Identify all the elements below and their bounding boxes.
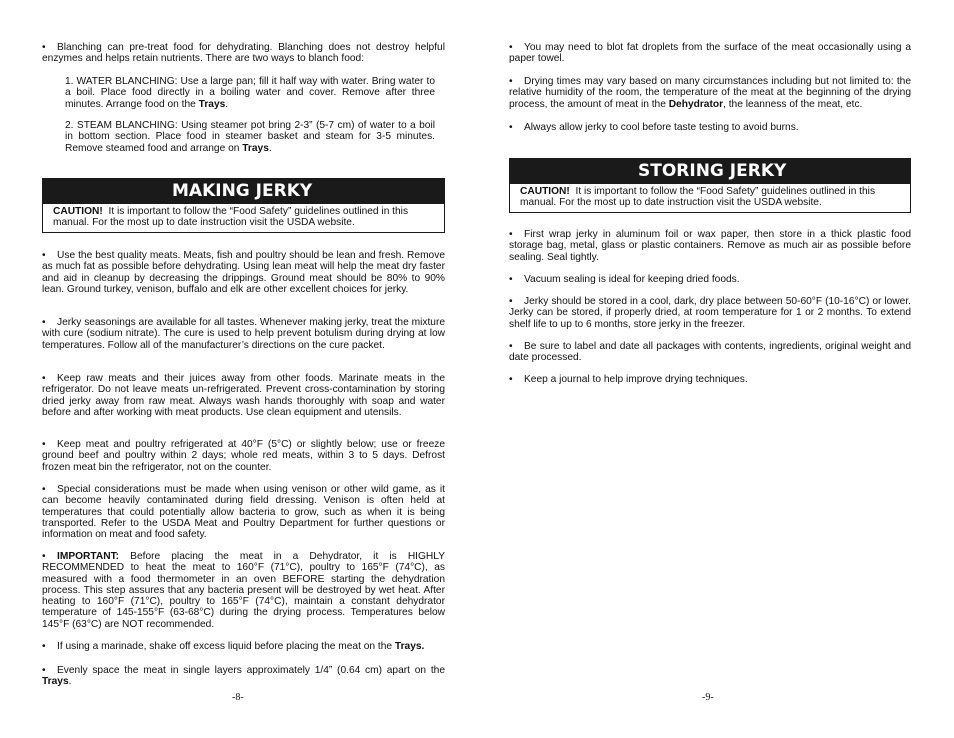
list-item: • Keep a journal to help improve drying techniques. (509, 374, 748, 385)
caution-box: CAUTION! It is important to follow the “Food Safety” guidelines outlined in this manual. For the most up to date instruction visit the USDA website. (42, 204, 445, 233)
left-page (42, 0, 445, 738)
blanching-intro: • Blanching can pre-treat food for dehydrating. Blanching does not destroy helpful enzymes and helps retain nutrients. There are two ways to blanch food: (42, 42, 445, 65)
list-item: • Evenly space the meat in single layers approximately 1/4” (0.64 cm) apart on the Trays. (42, 665, 445, 688)
page-number: -8- (232, 692, 244, 703)
list-item: • Keep meat and poultry refrigerated at 40°F (5°C) or slightly below; use or freeze ground beef and poultry within 2 days; whole red meats, within 3 to 5 days. Defrost frozen meat bin the refrigerator, not on the counter. (42, 439, 445, 473)
section-heading: STORING JERKY (509, 158, 911, 184)
list-item: • Be sure to label and date all packages with contents, ingredients, original weight and date processed. (509, 341, 911, 364)
list-item: • You may need to blot fat droplets from the surface of the meat occasionally using a paper towel. (509, 42, 911, 65)
list-item: • Keep raw meats and their juices away from other foods. Marinate meats in the refrigerator. Do not leave meats un-refrigerated. Prevent cross-contamination by storing dried jerky away from raw meat. Always wash hands thoroughly with soap and water before and after working with meat products. Use clean equipment and utensils. (42, 373, 445, 418)
list-item: • If using a marinade, shake off excess liquid before placing the meat on the Trays. (42, 641, 425, 652)
list-item: • Jerky seasonings are available for all tastes. Whenever making jerky, treat the mixture with cure (sodium nitrate). The cure is used to help prevent botulism during drying at low temperatures. Follow all of the manufacturer’s directions on the cure packet. (42, 317, 445, 351)
list-item: • Always allow jerky to cool before taste testing to avoid burns. (509, 122, 799, 133)
right-page (509, 0, 911, 738)
list-item: • Drying times may vary based on many circumstances including but not limited to: the relative humidity of the room, the temperature of the meat at the beginning of the drying process, the amount of meat in the Dehydrator, the leanness of the meat, etc. (509, 76, 911, 110)
list-item: • Jerky should be stored in a cool, dark, dry place between 50-60°F (10-16°C) or lower. Jerky can be stored, if properly dried, at room temperature for 1 or 2 months. To extend shelf life to up to 6 months, store jerky in the freezer. (509, 296, 911, 330)
section-heading: MAKING JERKY (42, 178, 445, 204)
making-jerky-section (42, 178, 445, 233)
list-item: • Special considerations must be made when using venison or other wild game, as it can become heavily contaminated during field dressing. Venison is often held at temperatures that could potentially allow bacteria to grow, such as when it is being transported. Refer to the USDA Meat and Poultry Department for further questions or information on meat and food safety. (42, 484, 445, 541)
steam-blanching: 2. STEAM BLANCHING: Using steamer pot bring 2-3” (5-7 cm) of water to a boil in bottom section. Place food in steamer basket and steam for 3-5 minutes. Remove steamed food and arrange on Trays. (65, 120, 435, 154)
list-item: • Vacuum sealing is ideal for keeping dried foods. (509, 274, 740, 285)
important-note: • IMPORTANT: Before placing the meat in a Dehydrator, it is HIGHLY RECOMMENDED to heat the meat to 160°F (71°C), poultry to 165°F (74°C), as measured with a food thermometer in an oven BEFORE starting the dehydration process. This step assures that any bacteria present will be destroyed by wet heat. After heating to 160°F (71°C), poultry to 165°F (74°C), maintain a constant dehydrator temperature of 145-155°F (63-68°C) during the drying process. Temperatures below 145°F (63°C) are NOT recommended. (42, 551, 445, 630)
list-item: • Use the best quality meats. Meats, fish and poultry should be lean and fresh. Remove as much fat as possible before dehydrating. Using lean meat will help the meat dry faster and aid in cleanup by decreasing the drippings. Ground meat should be 80% to 90% lean. Ground turkey, venison, buffalo and elk are other excellent choices for jerky. (42, 250, 445, 295)
page-number: -9- (702, 692, 714, 703)
water-blanching: 1. WATER BLANCHING: Use a large pan; fill it half way with water. Bring water to a boil. Place food directly in a boiling water and cover. Remove after three minutes. Arrange food on the Trays. (65, 76, 435, 110)
storing-jerky-section (509, 158, 911, 213)
caution-box: CAUTION! It is important to follow the “Food Safety” guidelines outlined in this manual. For the most up to date instruction visit the USDA website. (509, 184, 911, 213)
list-item: • First wrap jerky in aluminum foil or wax paper, then store in a thick plastic food storage bag, metal, glass or plastic containers. Remove as much air as possible before sealing. Seal tightly. (509, 229, 911, 263)
